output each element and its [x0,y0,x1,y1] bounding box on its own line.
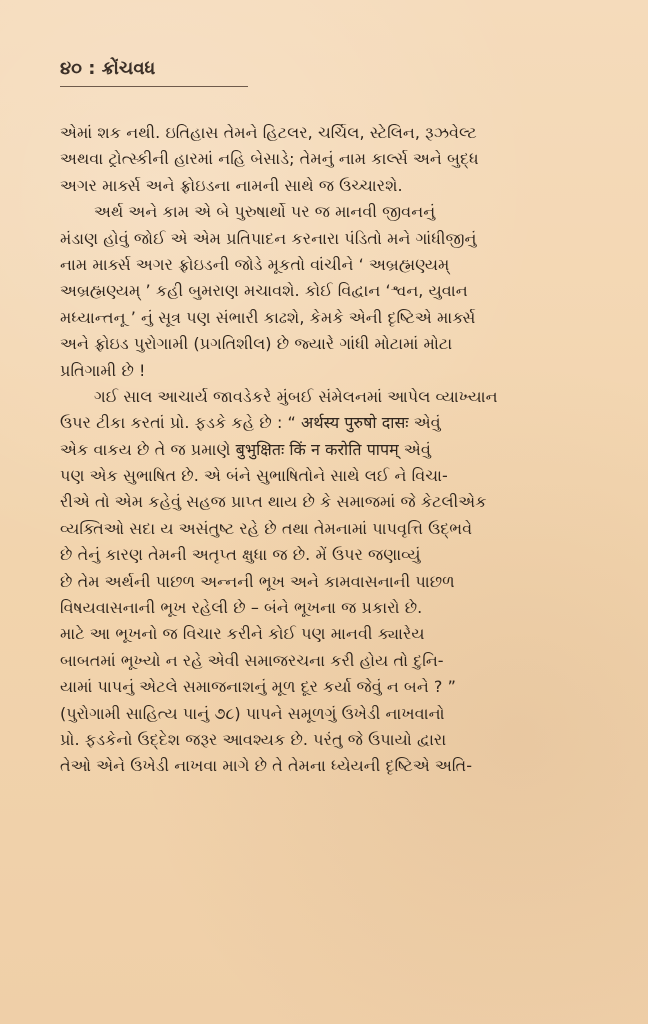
text-line: ગઈ સાલ આચાર્ય જાવડેકરે મુંબઈ સંમેલનમાં આપેલ વ્યાખ્યાન [94,386,498,406]
text-line: તેઓ એને ઉખેડી નાખવા માગે છે તે તેમના ધ્યેયની દૃષ્ટિએ અતિ- [60,756,473,776]
text-line: અને ફ્રોઇડ પુરોગામી (પ્રગતિશીલ) છે જ્યારે ગાંધી મોટામાં મોટા [60,334,453,354]
text-line: મધ્યાન્તનૂ ’ નું સૂત્ર પણ સંભારી કાઢશે, કેમકે એની દૃષ્ટિએ માર્ક્સ [60,307,476,327]
text-line: અબ્રહ્મણ્યમ્ ’ કહી બુમરાણ મચાવશે. કોઈ વિદ્વાન ‘શ્વન, યુવાન [60,281,468,301]
text-line: છે તેનું કારણ તેમની અતૃપ્ત ક્ષુધા જ છે. મેં ઉપર જણાવ્યું [60,545,421,565]
text-line: એમાં શક નથી. ઇતિહાસ તેમને હિટલર, ચર્ચિલ, સ્ટેલિન, રૂઝવેલ્ટ [60,123,477,142]
text-line: વિષયવાસનાની ભૂખ રહેલી છે – બંને ભૂખના જ પ્રકારો છે. [60,598,423,618]
text-line: રીએ તો એમ કહેવું સહજ પ્રાપ્ત થાય છે કે સમાજમાં જે કેટલીએક [60,492,487,512]
text-line: પણ એક સુભાષિત છે. એ બંને સુભાષિતોને સાથે લઈ ને વિચા- [60,466,448,486]
body-text [60,120,624,780]
text-line: અથવા ટ્રોત્સ્કીની હારમાં નહિ બેસાડે; તેમનું નામ કાર્લ્સ અને બુદ્ધ [60,149,479,169]
running-header: ૪૦ : ક્રોંચવધ [60,58,156,79]
text-line: યામાં પાપનું એટલે સમાજનાશનું મૂળ દૂર કર્યા જેવું ન બને ? ” [60,677,456,697]
text-line: ઉપર ટીકા કરતાં પ્રો. ફડકે કહે છે : “ अर्थस्य पुरुषो दासः એવું [60,413,441,433]
text-line: (પુરોગામી સાહિત્ય પાનું ૭૮) પાપને સમૂળગું ઉખેડી નાખવાનો [60,703,445,723]
header-rule [60,86,248,87]
text-line: અર્થ અને કામ એ બે પુરુષાર્થો પર જ માનવી જીવનનું [94,202,436,222]
text-line: અગર માર્ક્સ અને ફ્રોઇડના નામની સાથે જ ઉચ્ચારશે. [60,175,403,195]
text-line: માટે આ ભૂખનો જ વિચાર કરીને કોઈ પણ માનવી ક્યારેય [60,624,425,644]
text-line: મંડાણ હોવું જોઈ એ એમ પ્રતિપાદન કરનારા પંડિતો મને ગાંધીજીનું [60,228,477,248]
text-line: છે તેમ અર્થની પાછળ અન્નની ભૂખ અને કામવાસનાની પાછળ [60,571,455,591]
text-line: પ્રતિગામી છે ! [60,360,146,380]
text-line: વ્યક્તિઓ સદા ય અસંતુષ્ટ રહે છે તથા તેમનામાં પાપવૃત્તિ ઉદ્‌ભવે [60,518,473,538]
text-line: પ્રો. ફડકેનો ઉદ્દેશ જરૂર આવશ્યક છે. પરંતુ જે ઉપાયો દ્વારા [60,729,447,749]
text-line: બાબતમાં ભૂખ્યો ન રહે એવી સમાજરચના કરી હોય તો દુનિ- [60,650,444,670]
text-line: એક વાકય છે તે જ પ્રમાણે बुभुक्षितः किं न करोति पापम् એવું [60,439,431,459]
text-line: નામ માર્ક્સ અગર ફ્રોઇડની જોડે મૂકતો વાંચીને ‘ અબ્રહ્મણ્યમ્ [60,254,450,274]
